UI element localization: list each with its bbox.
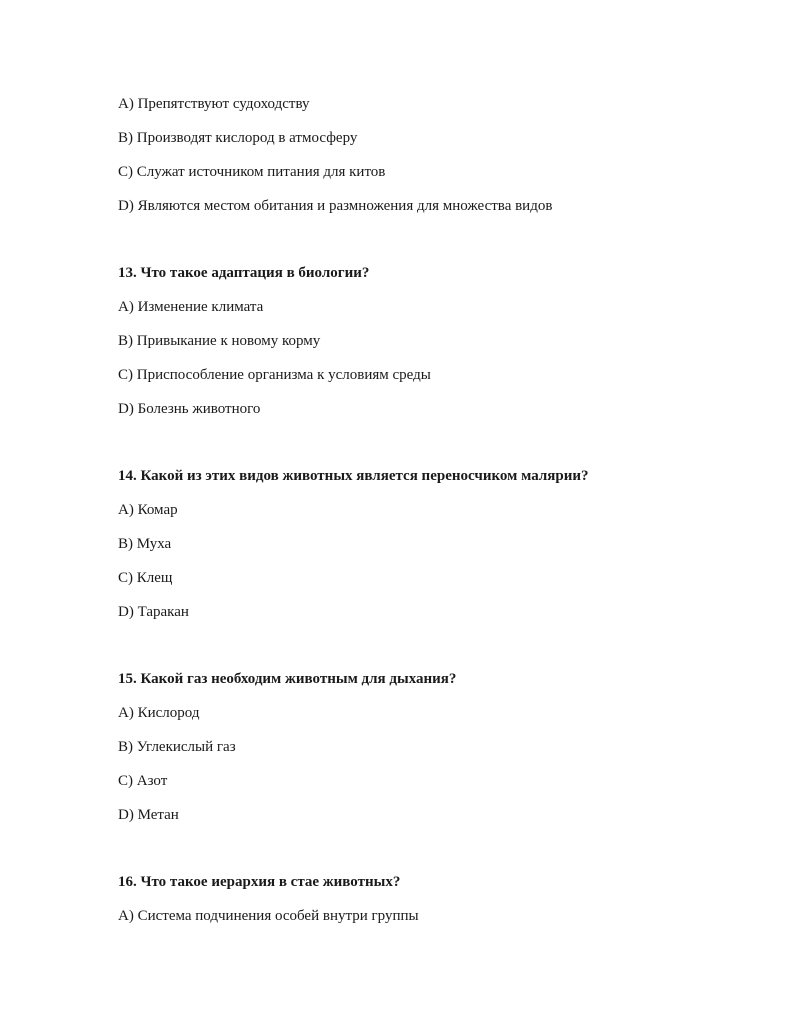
answer-option-12-b: B) Производят кислород в атмосферу [118,130,358,146]
answer-option-13-a: A) Изменение климата [118,299,264,315]
answer-option-16-a: A) Система подчинения особей внутри группы [118,908,419,924]
question-16-title: 16. Что такое иерархия в стае животных? [118,874,401,890]
answer-option-14-a: A) Комар [118,502,178,518]
answer-option-15-c: C) Азот [118,773,168,789]
answer-option-13-d: D) Болезнь животного [118,401,261,417]
answer-option-12-c: C) Служат источником питания для китов [118,164,386,180]
answer-option-12-d: D) Являются местом обитания и размножения для множества видов [118,198,553,214]
question-14-title: 14. Какой из этих видов животных является переносчиком малярии? [118,468,589,484]
answer-option-14-d: D) Таракан [118,604,189,620]
answer-option-15-b: B) Углекислый газ [118,739,236,755]
answer-option-13-c: C) Приспособление организма к условиям среды [118,367,431,383]
answer-option-14-c: C) Клещ [118,570,173,586]
answer-option-13-b: B) Привыкание к новому корму [118,333,321,349]
question-15-title: 15. Какой газ необходим животным для дыхания? [118,671,457,687]
question-13-title: 13. Что такое адаптация в биологии? [118,265,370,281]
answer-option-12-a: A) Препятствуют судоходству [118,96,310,112]
answer-option-15-d: D) Метан [118,807,179,823]
answer-option-14-b: B) Муха [118,536,172,552]
answer-option-15-a: A) Кислород [118,705,200,721]
